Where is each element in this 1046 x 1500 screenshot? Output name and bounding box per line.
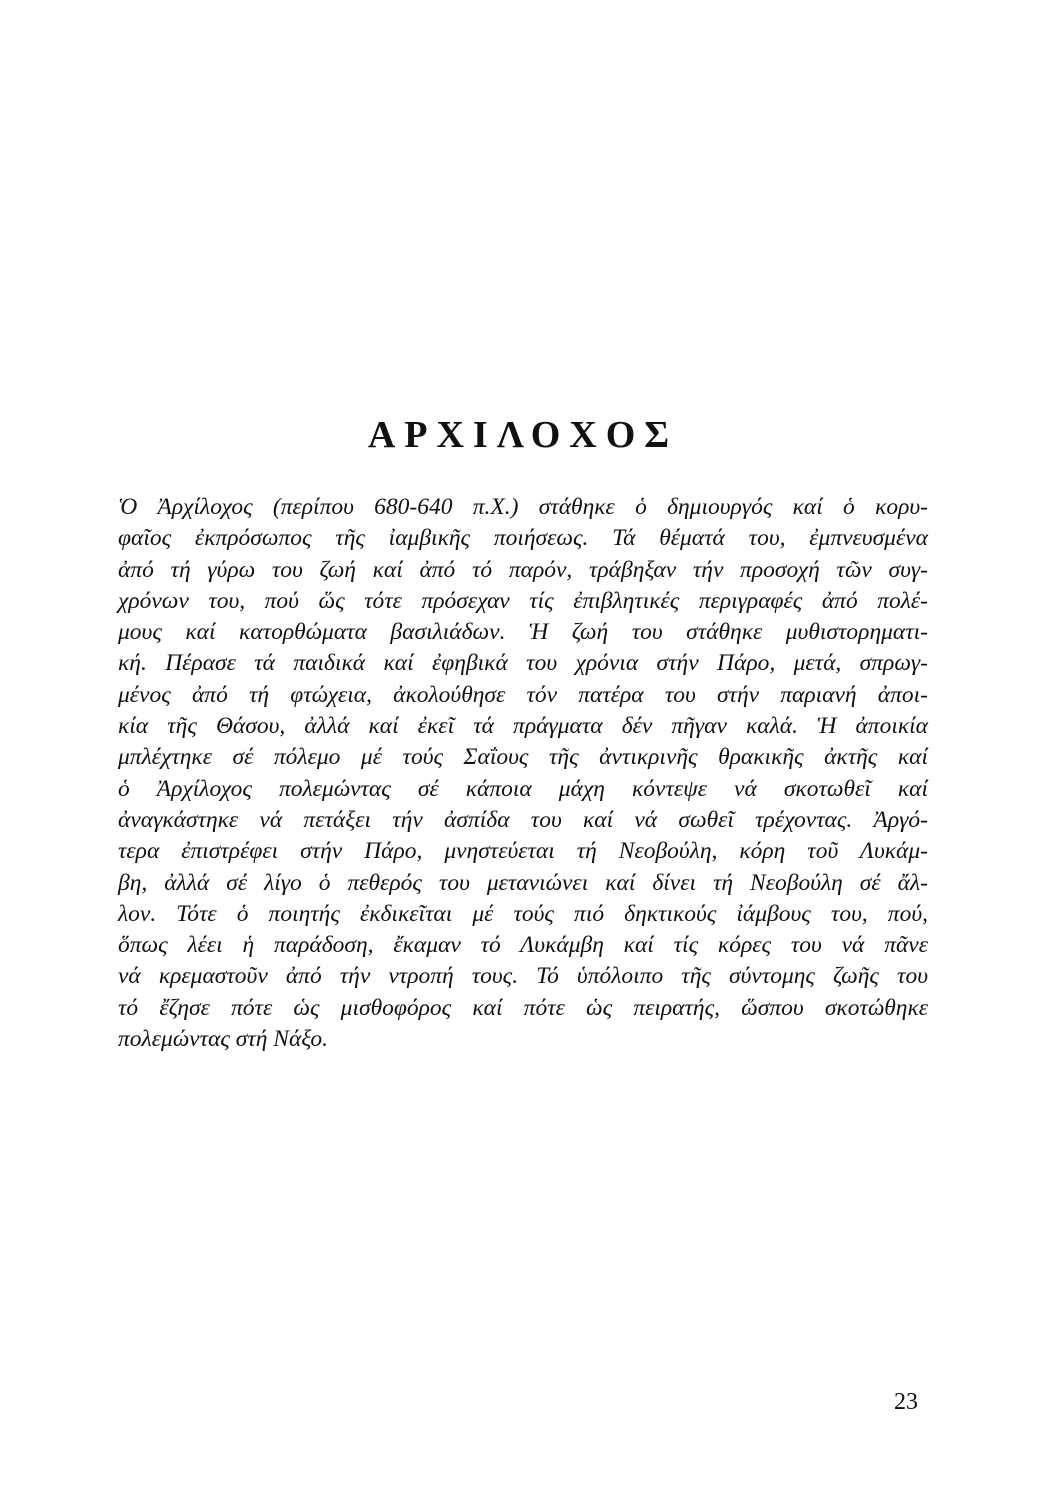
text-line: λον. Τότε ὁ ποιητής ἐκδικεῖται μέ τούς πιό δηκτικούς ἰάμβους του, πού,: [118, 900, 928, 927]
text-line: κία τῆς Θάσου, ἀλλά καί ἐκεῖ τά πράγματα δέν πῆγαν καλά. Ἡ ἀποικία: [118, 713, 928, 740]
chapter-title: ΑΡΧΙΛΟΧΟΣ: [367, 414, 679, 456]
text-line: μένος ἀπό τή φτώχεια, ἀκολούθησε τόν πατέρα του στήν παριανή ἀποι-: [118, 681, 928, 708]
body-paragraph: [118, 492, 928, 1055]
text-line: χρόνων του, πού ὥς τότε πρόσεχαν τίς ἐπιβλητικές περιγραφές ἀπό πολέ-: [118, 587, 928, 614]
page-number: 23: [894, 1389, 918, 1415]
text-line-last: πολεμώντας στή Νάξο.: [118, 1026, 328, 1053]
text-line: φαῖος ἐκπρόσωπος τῆς ἰαμβικῆς ποιήσεως. Τά θέματά του, ἐμπνευσμένα: [118, 525, 928, 552]
text-line: ὅπως λέει ἡ παράδοση, ἔκαμαν τό Λυκάμβη καί τίς κόρες του νά πᾶνε: [118, 932, 928, 959]
text-line: τερα ἐπιστρέφει στήν Πάρο, μνηστεύεται τή Νεοβούλη, κόρη τοῦ Λυκάμ-: [118, 838, 928, 865]
text-line: ἀπό τή γύρω του ζωή καί ἀπό τό παρόν, τράβηξαν τήν προσοχή τῶν συγ-: [118, 556, 928, 583]
text-line: μους καί κατορθώματα βασιλιάδων. Ἡ ζωή του στάθηκε μυθιστορηματι-: [118, 619, 928, 646]
text-line: μπλέχτηκε σέ πόλεμο μέ τούς Σαΐους τῆς ἀντικρινῆς θρακικῆς ἀκτῆς καί: [118, 744, 928, 771]
text-line: νά κρεμαστοῦν ἀπό τήν ντροπή τους. Τό ὑπόλοιπο τῆς σύντομης ζωῆς του: [118, 963, 928, 990]
text-line: κή. Πέρασε τά παιδικά καί ἐφηβικά του χρόνια στήν Πάρο, μετά, σπρωγ-: [118, 650, 928, 677]
text-line: ὁ Ἀρχίλοχος πολεμώντας σέ κάποια μάχη κόντεψε νά σκοτωθεῖ καί: [118, 775, 928, 802]
text-line: βη, ἀλλά σέ λίγο ὁ πεθερός του μετανιώνει καί δίνει τή Νεοβούλη σέ ἄλ-: [118, 869, 928, 896]
text-line: Ὁ Ἀρχίλοχος (περίπου 680-640 π.Χ.) στάθηκε ὁ δημιουργός καί ὁ κορυ-: [118, 494, 928, 520]
text-line: τό ἔζησε πότε ὡς μισθοφόρος καί πότε ὡς πειρατής, ὥσπου σκοτώθηκε: [118, 994, 928, 1021]
text-line: ἀναγκάστηκε νά πετάξει τήν ἀσπίδα του καί νά σωθεῖ τρέχοντας. Ἀργό-: [118, 806, 928, 833]
